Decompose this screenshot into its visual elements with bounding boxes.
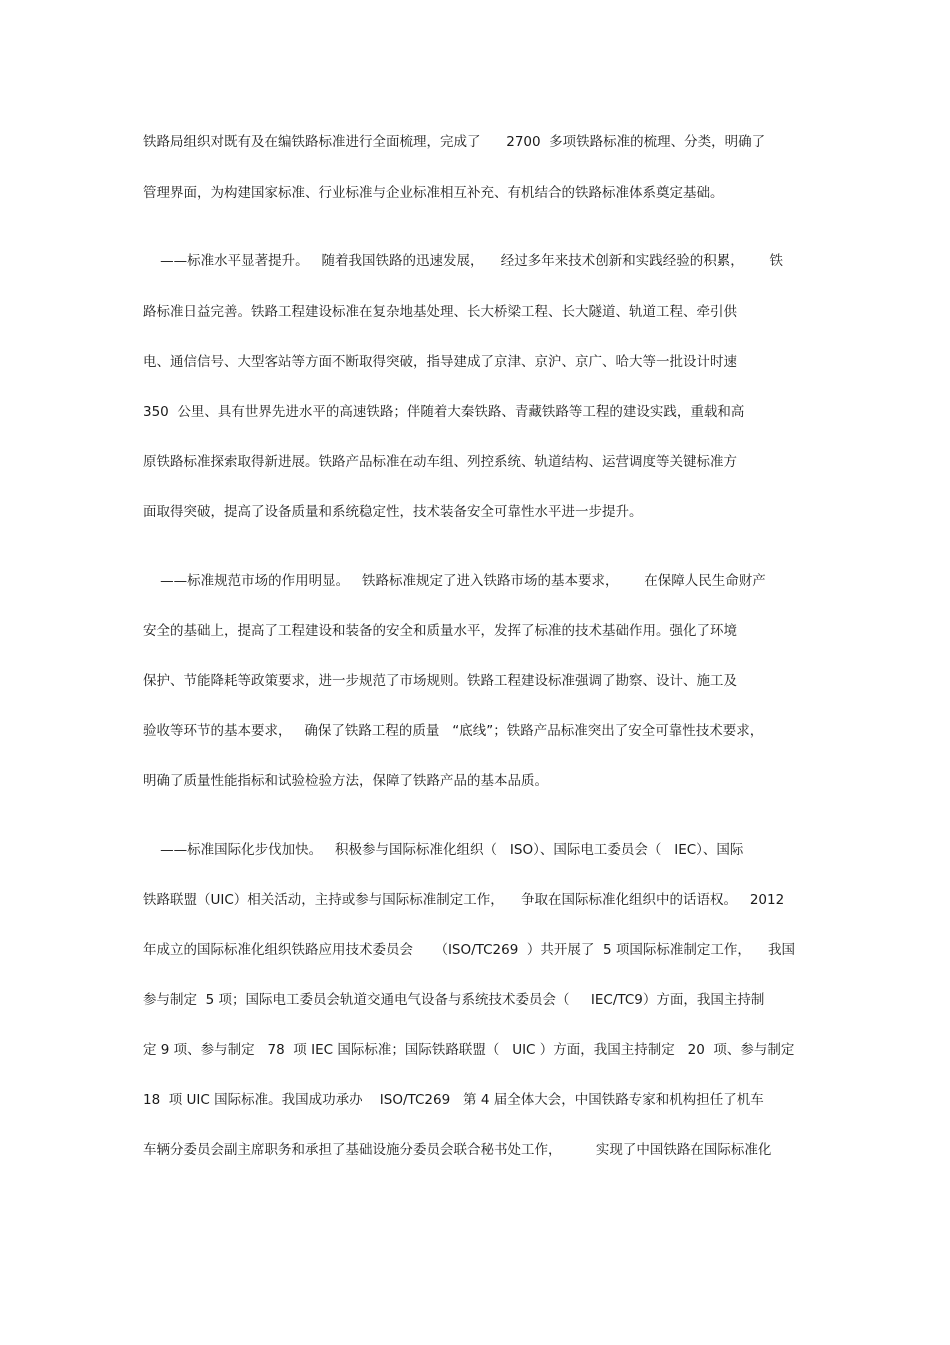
text-line: 18 项 UIC 国际标准。我国成功承办 ISO/TC269 第 4 届全体大会，中国铁路专家和机构担任了机车 (143, 1092, 764, 1108)
text-line: ——标准规范市场的作用明显。 铁路标准规定了进入铁路市场的基本要求， 在保障人民生命财产 (143, 573, 766, 589)
text-line: 保护、节能降耗等政策要求，进一步规范了市场规则。铁路工程建设标准强调了勘察、设计、施工及 (143, 673, 737, 689)
text-line: 路标准日益完善。铁路工程建设标准在复杂地基处理、长大桥梁工程、长大隧道、轨道工程、牵引供 (143, 304, 737, 320)
text-line: 安全的基础上，提高了工程建设和装备的安全和质量水平，发挥了标准的技术基础作用。强化了环境 (143, 623, 737, 639)
text-line: 年成立的国际标准化组织铁路应用技术委员会 （ISO/TC269 ）共开展了 5 项国际标准制定工作， 我国 (143, 942, 796, 958)
text-line: 铁路局组织对既有及在编铁路标准进行全面梳理，完成了 2700 多项铁路标准的梳理、分类，明确了 (143, 134, 766, 150)
text-line: 参与制定 5 项；国际电工委员会轨道交通电气设备与系统技术委员会（ IEC/TC9）方面，我国主持制 (143, 992, 765, 1008)
text-line: 电、通信信号、大型客站等方面不断取得突破，指导建成了京津、京沪、京广、哈大等一批设计时速 (143, 354, 737, 370)
text-line: 管理界面，为构建国家标准、行业标准与企业标准相互补充、有机结合的铁路标准体系奠定基础。 (143, 185, 724, 201)
text-line: 车辆分委员会副主席职务和承担了基础设施分委员会联合秘书处工作， 实现了中国铁路在国际标准化 (143, 1142, 772, 1158)
text-line: 面取得突破，提高了设备质量和系统稳定性，技术装备安全可靠性水平进一步提升。 (143, 504, 643, 520)
text-line: 350 公里、具有世界先进水平的高速铁路；伴随着大秦铁路、青藏铁路等工程的建设实践，重载和高 (143, 404, 745, 420)
text-line: 明确了质量性能指标和试验检验方法，保障了铁路产品的基本品质。 (143, 773, 548, 789)
text-line: 原铁路标准探索取得新进展。铁路产品标准在动车组、列控系统、轨道结构、运营调度等关键标准方 (143, 454, 737, 470)
text-line: 定 9 项、参与制定 78 项 IEC 国际标准；国际铁路联盟（ UIC ）方面，我国主持制定 20 项、参与制定 (143, 1042, 795, 1058)
text-line: ——标准水平显著提升。 随着我国铁路的迅速发展， 经过多年来技术创新和实践经验的积累， 铁 (143, 253, 783, 269)
text-line: 铁路联盟（UIC）相关活动，主持或参与国际标准制定工作， 争取在国际标准化组织中的话语权。 2012 (143, 892, 785, 908)
text-line: 验收等环节的基本要求， 确保了铁路工程的质量 “底线”；铁路产品标准突出了安全可靠性技术要求， (143, 723, 764, 739)
text-line: ——标准国际化步伐加快。 积极参与国际标准化组织（ ISO）、国际电工委员会（ IEC）、国际 (143, 842, 744, 858)
